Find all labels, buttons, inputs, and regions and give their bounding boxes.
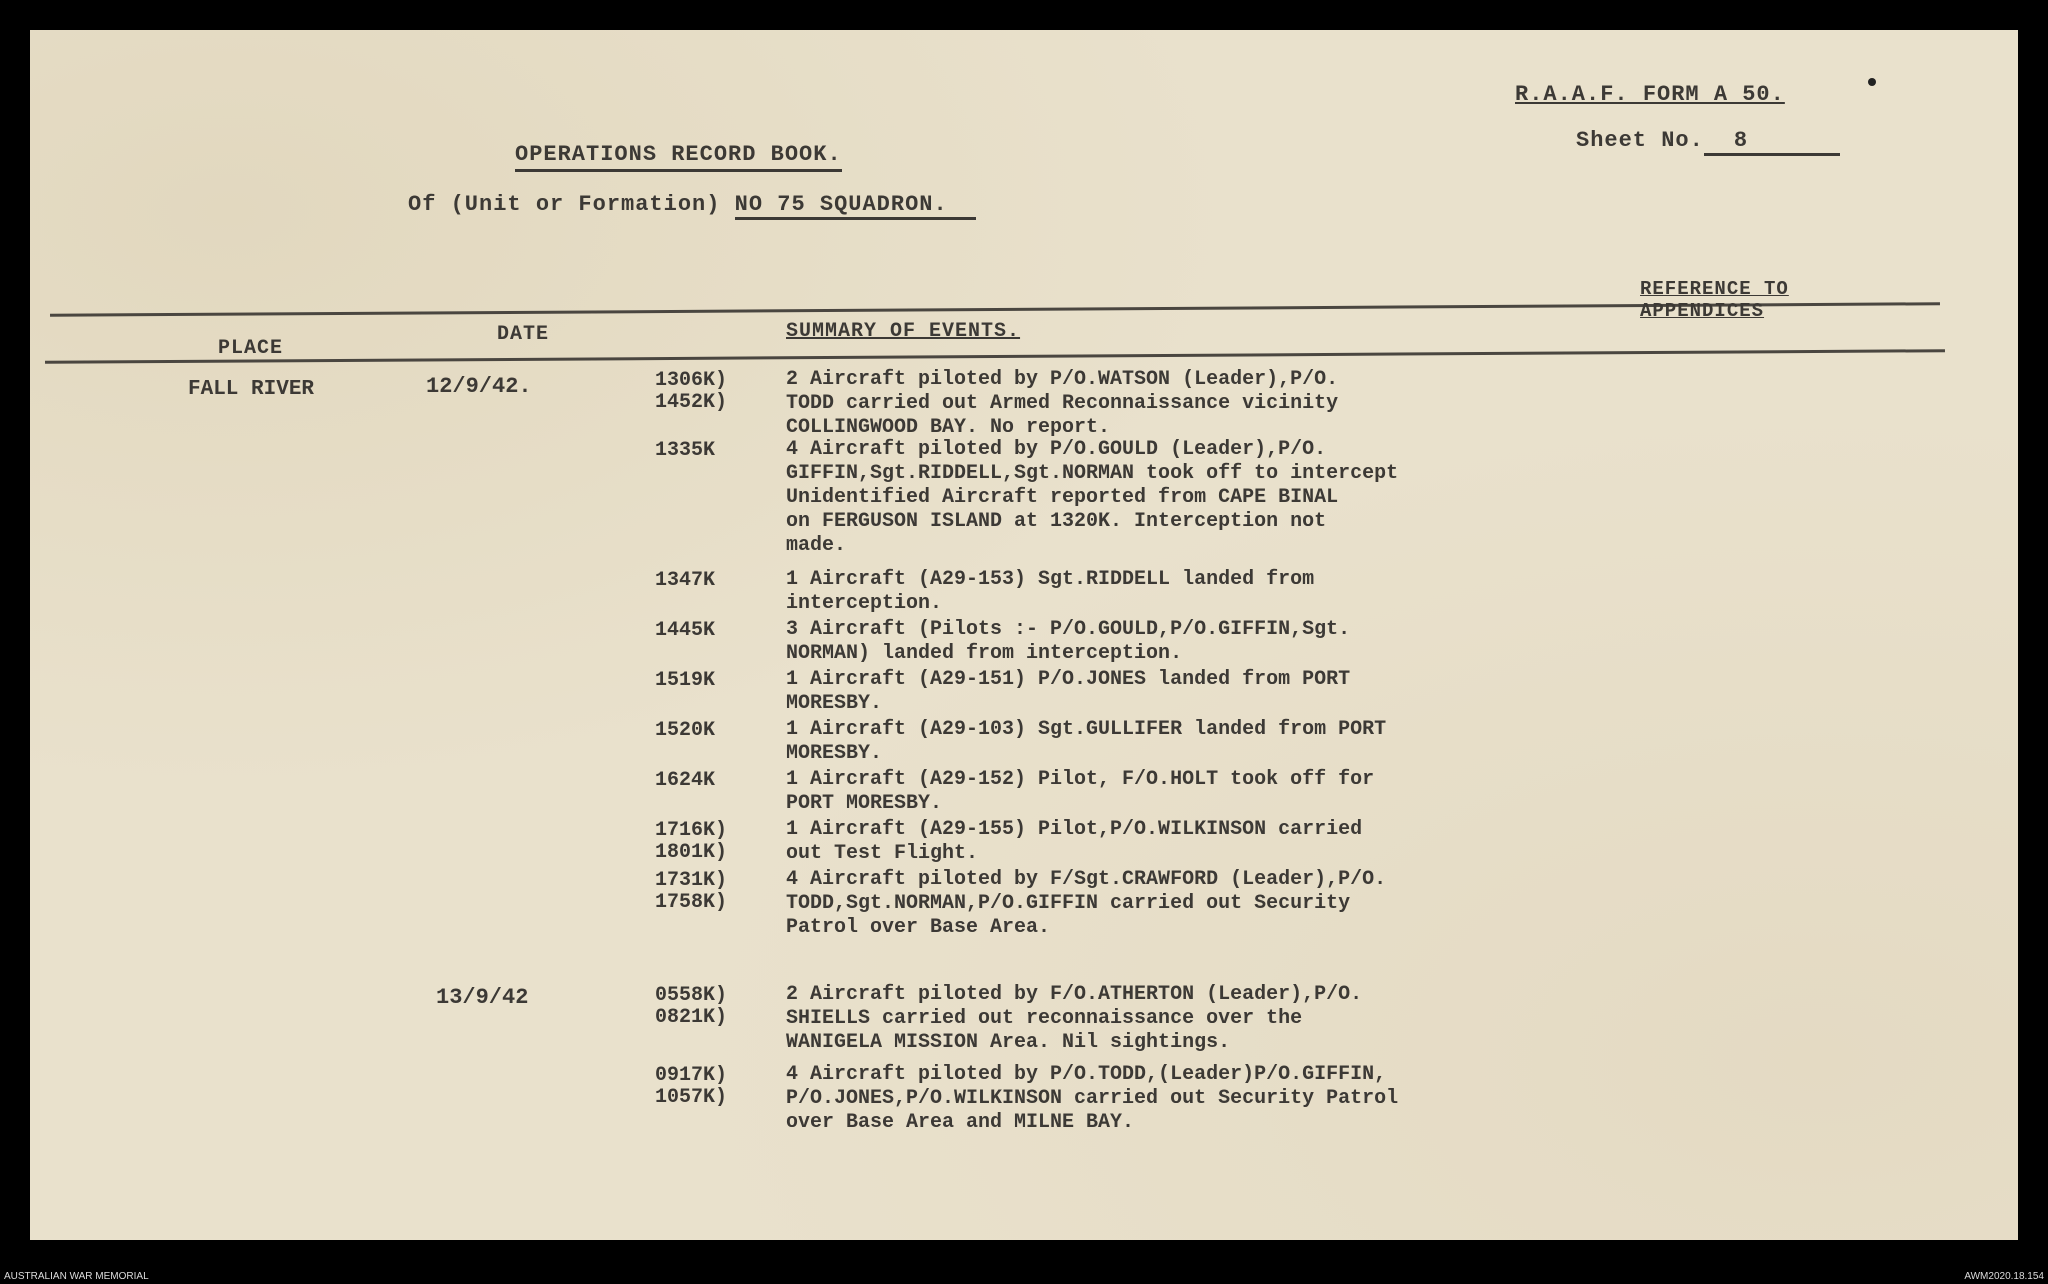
event-summary-line: NORMAN) landed from interception. <box>786 642 1183 665</box>
place-value: FALL RIVER <box>188 378 315 401</box>
event-summary-line: MORESBY. <box>786 742 883 765</box>
event-summary <box>786 368 1566 440</box>
event-summary-line: 4 Aircraft piloted by P/O.TODD,(Leader)P/O.GIFFIN, <box>786 1063 1387 1086</box>
unit-label: Of (Unit or Formation) <box>408 192 721 217</box>
event-time-value: 1716K) <box>655 819 728 842</box>
event-time-value: 1347K <box>655 569 716 592</box>
event-time-value: 1758K) <box>655 891 728 914</box>
event-summary-line: 4 Aircraft piloted by P/O.GOULD (Leader),P/O. <box>786 438 1327 461</box>
event-summary-line: 1 Aircraft (A29-155) Pilot,P/O.WILKINSON carried <box>786 818 1363 841</box>
event-summary-line: 1 Aircraft (A29-152) Pilot, F/O.HOLT took off for <box>786 768 1375 791</box>
sheet-number-value: 8 <box>1704 128 1840 156</box>
date-value: 12/9/42. <box>426 374 532 399</box>
document-title: OPERATIONS RECORD BOOK. <box>515 142 842 172</box>
event-time <box>655 820 785 864</box>
event-time <box>655 1065 785 1109</box>
event-summary-line: on FERGUSON ISLAND at 1320K. Interception not <box>786 510 1327 533</box>
event-summary-line: 2 Aircraft piloted by P/O.WATSON (Leader),P/O. <box>786 368 1339 391</box>
event-time-value: 1731K) <box>655 869 728 892</box>
form-number: R.A.A.F. FORM A 50. <box>1515 82 1785 107</box>
event-time-value: 1306K) <box>655 369 728 392</box>
event-summary <box>786 618 1566 666</box>
event-time <box>655 620 785 642</box>
event-summary-line: P/O.JONES,P/O.WILKINSON carried out Security Patrol <box>786 1087 1399 1110</box>
event-time <box>655 770 785 792</box>
event-summary-line: over Base Area and MILNE BAY. <box>786 1111 1135 1134</box>
paper-blemish <box>1868 78 1876 86</box>
event-summary-line: made. <box>786 534 847 557</box>
unit-line <box>408 192 976 220</box>
event-summary-line: SHIELLS carried out reconnaissance over the <box>786 1007 1303 1030</box>
event-time <box>655 570 785 592</box>
event-summary-line: TODD carried out Armed Reconnaissance vicinity <box>786 392 1339 415</box>
event-summary-line: Patrol over Base Area. <box>786 916 1051 939</box>
event-time-value: 0558K) <box>655 984 728 1007</box>
event-summary <box>786 668 1566 716</box>
event-time-value: 1519K <box>655 669 716 692</box>
event-summary <box>786 1063 1566 1135</box>
event-summary-line: GIFFIN,Sgt.RIDDELL,Sgt.NORMAN took off to intercept <box>786 462 1399 485</box>
column-reference-line2: APPENDICES <box>1640 300 1765 322</box>
event-summary-line: 3 Aircraft (Pilots :- P/O.GOULD,P/O.GIFFIN,Sgt. <box>786 618 1351 641</box>
event-summary-line: 2 Aircraft piloted by F/O.ATHERTON (Leader),P/O. <box>786 983 1363 1006</box>
column-summary: SUMMARY OF EVENTS. <box>786 320 1021 343</box>
event-time <box>655 870 785 914</box>
unit-value: NO 75 SQUADRON. <box>735 192 976 220</box>
header-rule-bottom <box>45 349 1945 364</box>
event-time-value: 1445K <box>655 619 716 642</box>
archive-credit: AUSTRALIAN WAR MEMORIAL <box>4 1271 149 1282</box>
event-summary-line: MORESBY. <box>786 692 883 715</box>
event-summary-line: 1 Aircraft (A29-153) Sgt.RIDDELL landed from <box>786 568 1315 591</box>
event-summary-line: 1 Aircraft (A29-103) Sgt.GULLIFER landed from PORT <box>786 718 1387 741</box>
event-time-value: 1520K <box>655 719 716 742</box>
event-time <box>655 720 785 742</box>
event-time-value: 1801K) <box>655 841 728 864</box>
event-summary-line: interception. <box>786 592 943 615</box>
event-time <box>655 370 785 414</box>
date-value: 13/9/42 <box>436 985 529 1010</box>
event-summary <box>786 568 1566 616</box>
column-reference <box>1640 278 1789 322</box>
event-summary-line: TODD,Sgt.NORMAN,P/O.GIFFIN carried out Security <box>786 892 1351 915</box>
event-time-value: 1452K) <box>655 391 728 414</box>
event-summary-line: 4 Aircraft piloted by F/Sgt.CRAWFORD (Leader),P/O. <box>786 868 1387 891</box>
event-time <box>655 440 785 462</box>
event-time-value: 0821K) <box>655 1006 728 1029</box>
archive-reference: AWM2020.18.154 <box>1964 1271 2044 1282</box>
event-time-value: 1057K) <box>655 1086 728 1109</box>
event-summary <box>786 818 1566 866</box>
sheet-number <box>1576 128 1840 156</box>
column-place: PLACE <box>218 337 284 360</box>
event-summary-line: WANIGELA MISSION Area. Nil sightings. <box>786 1031 1231 1054</box>
event-summary <box>786 868 1566 940</box>
column-date: DATE <box>497 323 550 346</box>
event-summary-line: Unidentified Aircraft reported from CAPE BINAL <box>786 486 1339 509</box>
event-time-value: 1335K <box>655 439 716 462</box>
column-reference-line1: REFERENCE TO <box>1640 278 1789 300</box>
event-summary <box>786 983 1566 1055</box>
event-summary <box>786 438 1566 558</box>
event-summary <box>786 718 1566 766</box>
event-summary-line: out Test Flight. <box>786 842 979 865</box>
event-summary-line: COLLINGWOOD BAY. No report. <box>786 416 1111 439</box>
event-time <box>655 985 785 1029</box>
event-time-value: 0917K) <box>655 1064 728 1087</box>
record-sheet <box>30 30 2018 1240</box>
event-time-value: 1624K <box>655 769 716 792</box>
event-summary-line: PORT MORESBY. <box>786 792 943 815</box>
event-summary-line: 1 Aircraft (A29-151) P/O.JONES landed from PORT <box>786 668 1351 691</box>
event-summary <box>786 768 1566 816</box>
event-time <box>655 670 785 692</box>
sheet-label: Sheet No. <box>1576 128 1704 153</box>
